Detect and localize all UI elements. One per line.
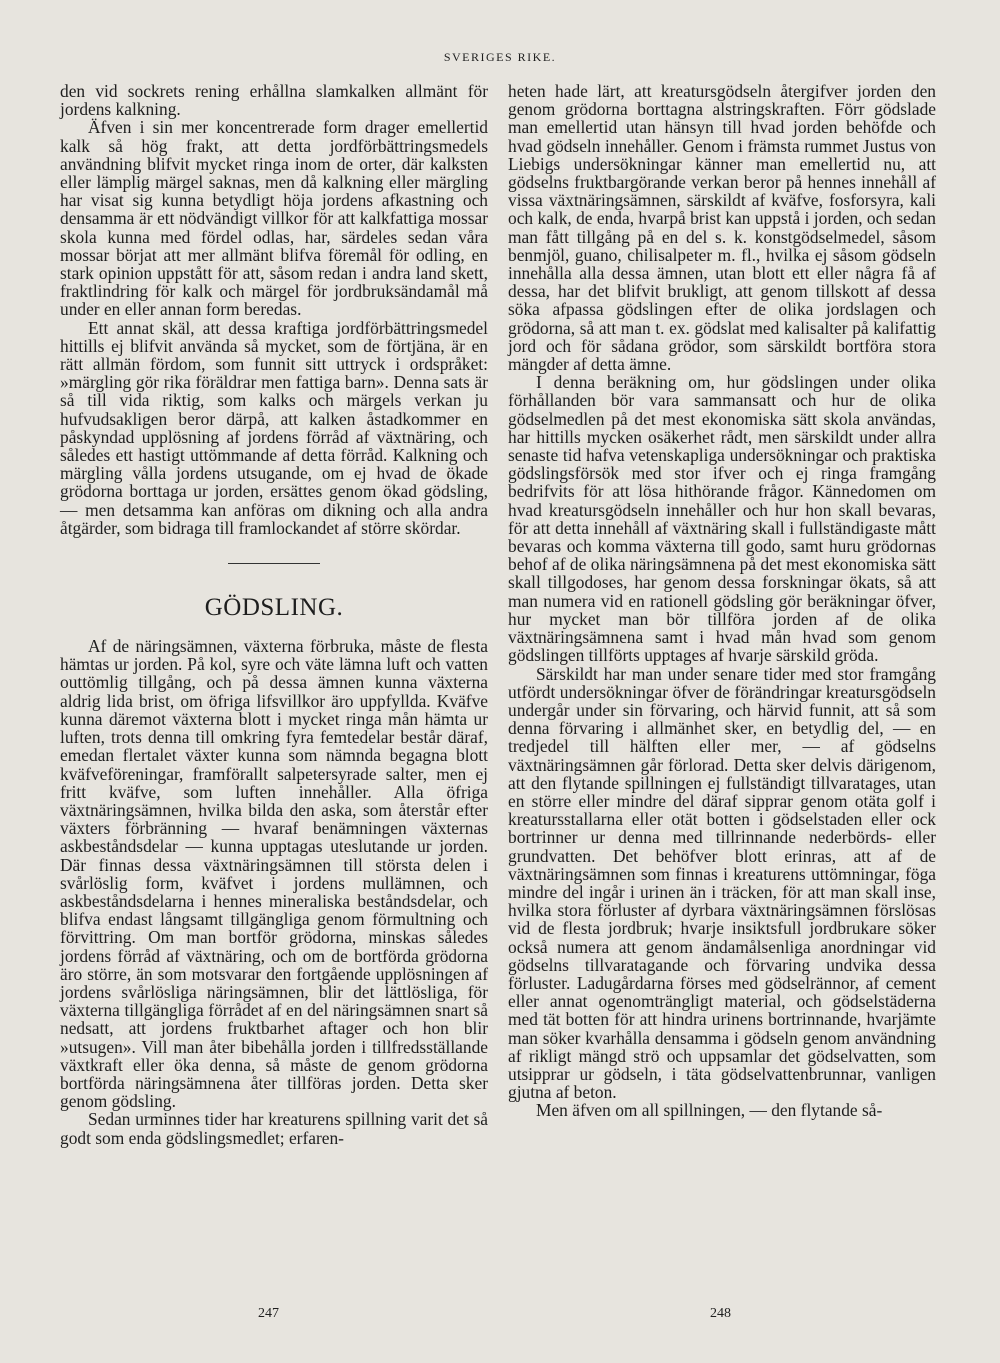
page-number-left: 247 (258, 1306, 279, 1321)
paragraph: I denna beräkning om, hur gödslingen under olika förhållanden bör vara sammansatt och hur de olika gödselmedlen på det mest ekonomiska sätt skola användas, har hittills mycken osäkerhet rådt, men särskildt under allra senaste tid hafva vetenskapliga undersökningar och praktiska gödslingsförsök med stor ifver och ej ringa framgång bedrifvits för att lösa hithörande frågor. Kännedomen om hvad kreatursgödseln innehåller och hur hon skall bevaras, för att detta innehåll af växtnäring skall i fullständigaste mått bevaras och komma växterna till godo, samt huru grödornas behof af de olika näringsämnena på det mest ekonomiska sätt skall tillgodoses, har genom dessa forskningar ökats, så att man numera vid en rationell gödsling gör beräkningar öfver, hur mycket man bör tillföra jorden af de olika växtnäringsämnena samt i hvad mån hvad som genom gödslingen tillförts upptages af hvarje särskild gröda. (508, 372, 936, 666)
paragraph: Men äfven om all spillningen, — den flytande så- (536, 1100, 883, 1121)
paragraph: Särskildt har man under senare tider med stor framgång utfördt undersökningar öfver de förändringar kreatursgödseln undergår under sin förvaring, och härvid funnit, att så som denna förvaring i allmänhet sker, en betydlig del, — en tredjedel till hälften eller mer, — af gödselns växtnäringsämnen går förlorad. Detta sker delvis därigenom, att den flytande spillningen ej fullständigt tillvaratages, utan en större eller mindre del däraf sipprar genom otäta golf i kreatursstallarna eller otät botten i gödselstaden eller ock bortrinner ur denna med tillrinnande nederbörds- eller grundvatten. Det behöfver blott erinras, att af de växtnäringsämnen som finnas i kreaturens uttömningar, föga mindre del ingår i urinen än i träcken, för att man skall inse, hvilka stora förluster af dyrbara växtnäringsämnen förslösas vid de flesta jordbruk; hvarje insiktsfull jordbrukare söker också numera att genom ändamålsenliga anordningar vid gödselns tillvaratagande och förvaring undvika dessa förluster. Ladugårdarna förses med gödselrännor, af cement eller annat ogenomträngligt material, och gödselstäderna med tät botten för att hindra urinens bortrinnande, hvarjämte man söker kvarhålla densamma i gödseln genom användning af rikligt mängd strö och uppsamlar det gödselvatten, som utsipprar ur gödseln, i täta gödselvattenbrunnar, vanligen gjutna af beton. (508, 663, 936, 1103)
running-header: SVERIGES RIKE. (443, 50, 557, 64)
paragraph: Sedan urminnes tider har kreaturens spillning varit det så godt som enda gödslingsmedlet; erfaren- (60, 1109, 488, 1148)
paragraph: Ett annat skäl, att dessa kraftiga jordförbättringsmedel hittills ej blifvit använda så mycket, som de förtjäna, är en rätt allmän fördom, som funnit sitt uttryck i ordspråket: »märgling gör rika föräldrar men fattiga barn». Denna sats är så till vida riktig, som kalks och märgels verkan ju hufvudsakligen beror därpå, att kalken åstadkommer en påskyndad upplösning af jordens förråd af växtnäring, och således ett hastigt uttömmande af detta förråd. Kalkning och märgling vålla jordens utsugande, om ej hvad de ökade grödorna borttaga ur jorden, ersättes genom ökad gödsling, — men detsamma kan anföras om dikning och alla andra åtgärder, som bidraga till framlockandet af större skördar. (60, 317, 488, 538)
section-title: GÖDSLING. (204, 594, 344, 622)
paragraph: den vid sockrets rening erhållna slamkalken allmänt för jordens kalkning. (60, 81, 488, 120)
page-number-right: 248 (710, 1306, 731, 1321)
right-column (508, 82, 936, 1120)
paragraph: heten hade lärt, att kreatursgödseln återgifver jorden den genom grödorna borttagna alstringskraften. Förr gödslade man emellertid utan hänsyn till hvad jorden behöfde och hvad gödseln innehåller. Genom i främsta rummet Justus von Liebigs undersökningar känner man emellertid nu, att gödselns fruktbargörande verkan beror på hennes innehåll af vissa växtnäringsämnen, särskildt af kväfve, fosforsyra, kali och kalk, de enda, hvarpå brist kan uppstå i jorden, och sedan man fått tillgång på en del s. k. konstgödselmedel, såsom benmjöl, guano, chilisalpeter m. fl., hvilka ej såsom gödseln innehålla alla dessa ämnen, utan blott ett eller några få af dessa, har det blifvit brukligt, att genom tillskott af dessa söka afpassa gödslingen efter de olika jordslagen och grödorna, så att man t. ex. gödslat med kalisalter på kalifattig jord och för sådana grödor, som särskildt bortföra stora mängder af detta ämne. (508, 81, 936, 375)
left-column (60, 82, 488, 1147)
paragraph: Äfven i sin mer koncentrerade form drager emellertid kalk så hög frakt, att detta jordförbättringsmedels användning blifvit mycket ringa inom de orter, där kalksten eller lämplig märgel saknas, men då kalkning eller märgling har visat sig kunna betydligt höja jordens afkastning och densamma är ett nödvändigt villkor för att kalkfattiga mossar skola kunna med fördel odlas, har, särdeles sedan våra mossar börjat att mer allmänt blifva föremål för odling, en stark opinion uppstått för att, såsom redan i andra land skett, fraktlindring för kalk och märgel för jordbruksändamål må under en eller annan form beredas. (60, 117, 488, 320)
section-divider (228, 563, 320, 564)
paragraph: Af de näringsämnen, växterna förbruka, måste de flesta hämtas ur jorden. På kol, syre och väte lämna luft och vatten outtömlig tillgång, och på dessa ämnen kunna växterna aldrig lida brist, om öfriga lifsvillkor äro uppfyllda. Kväfve kunna däremot växterna blott i mycket ringa mån hämta ur luften, trots denna till omkring fyra femtedelar består däraf, emedan flertalet växter kunna som nämnda begagna blott kväfveföreningar, framförallt salpetersyrade salter, men ej fritt kväfve, som luften innehåller. Alla öfriga växtnäringsämnen, hvilka bilda den aska, som återstår efter växters förbränning — hvaraf benämningen växternas askbeståndsdelar — kunna upptagas uteslutande ur jorden. Där finnas dessa växtnäringsämnen till största delen i svårlöslig form, kväfvet i jordens mullämnen, och askbeståndsdelarna i hennes mineraliska beståndsdelar, och blifva endast långsamt tillgängliga genom förmultning och förvittring. Om man bortför grödorna, minskas således jordens förråd af växtnäring, och om de bortförda grödorna äro större, än som motsvarar den fortgående upplösningen af jordens svårlösliga näringsämnen, blir det lättlösliga, för växterna tillgängliga förrådet af en del näringsämnen snart så nedsatt, att jordens fruktbarhet aftager och hon blir »utsugen». Vill man åter bibehålla jorden i tillfredsställande växtkraft eller öka denna, så måste de genom grödorna bortförda näringsämnena åter tillföras jorden. Detta sker genom gödsling. (60, 636, 488, 1112)
